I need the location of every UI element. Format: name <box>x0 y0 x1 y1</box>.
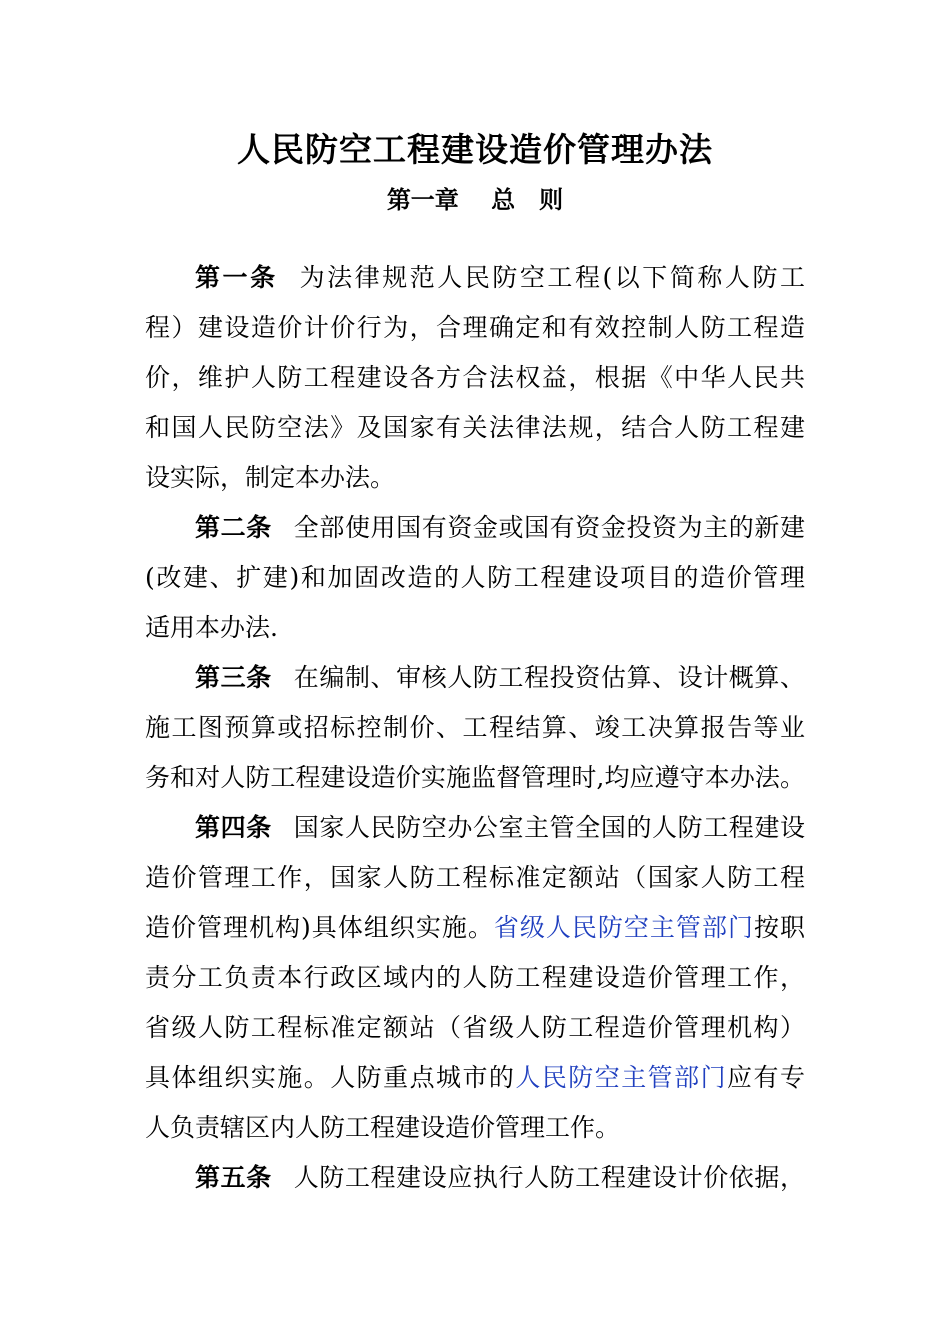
article-label: 第一条 <box>195 263 278 292</box>
article-line: 责分工负责本行政区域内的人防工程建设造价管理工作， <box>145 963 805 992</box>
article-5 <box>145 1153 805 1203</box>
article-line: 务和对人防工程建设造价实施监督管理时,均应遵守本办法。 <box>145 763 805 792</box>
article-line: 设实际，制定本办法。 <box>145 463 396 492</box>
article-line: 和国人民防空法》及国家有关法律法规，结合人防工程建 <box>145 413 805 442</box>
article-line: 省级人防工程标准定额站（省级人防工程造价管理机构） <box>145 1013 805 1042</box>
provincial-authority-link[interactable]: 省级人民防空主管部门 <box>493 913 754 942</box>
article-line: 第一条 为法律规范人民防空工程(以下简称人防工 <box>195 263 805 292</box>
article-line: (改建、扩建)和加固改造的人防工程建设项目的造价管理 <box>145 563 805 592</box>
article-line: 人负责辖区内人防工程建设造价管理工作。 <box>145 1113 621 1142</box>
article-line: 施工图预算或招标控制价、工程结算、竣工决算报告等业 <box>145 713 805 742</box>
article-label: 第二条 <box>195 513 272 542</box>
article-line: 第二条 全部使用国有资金或国有资金投资为主的新建 <box>195 513 805 542</box>
article-3 <box>145 653 805 803</box>
article-4 <box>145 803 805 1153</box>
article-label: 第三条 <box>195 663 272 692</box>
article-1 <box>145 253 805 503</box>
article-line: 适用本办法. <box>145 613 278 642</box>
article-line: 造价管理工作，国家人防工程标准定额站（国家人防工程 <box>145 863 805 892</box>
article-2 <box>145 503 805 653</box>
document-body <box>145 253 805 1203</box>
article-label: 第四条 <box>195 813 272 842</box>
article-line: 第三条 在编制、审核人防工程投资估算、设计概算、 <box>195 663 805 692</box>
article-line: 造价管理机构)具体组织实施。省级人民防空主管部门按职 <box>145 913 805 942</box>
article-label: 第五条 <box>195 1163 272 1192</box>
article-line: 第五条 人防工程建设应执行人防工程建设计价依据， <box>195 1163 805 1192</box>
chapter-heading: 第一章 总 则 <box>386 186 564 214</box>
article-line: 程）建设造价计价行为，合理确定和有效控制人防工程造 <box>145 313 805 342</box>
article-line: 第四条 国家人民防空办公室主管全国的人防工程建设 <box>195 813 805 842</box>
civil-air-defense-authority-link[interactable]: 人民防空主管部门 <box>515 1063 728 1092</box>
article-line: 具体组织实施。人防重点城市的人民防空主管部门应有专 <box>145 1063 805 1092</box>
document-title: 人民防空工程建设造价管理办法 <box>237 130 713 169</box>
article-line: 价，维护人防工程建设各方合法权益，根据《中华人民共 <box>145 363 805 392</box>
